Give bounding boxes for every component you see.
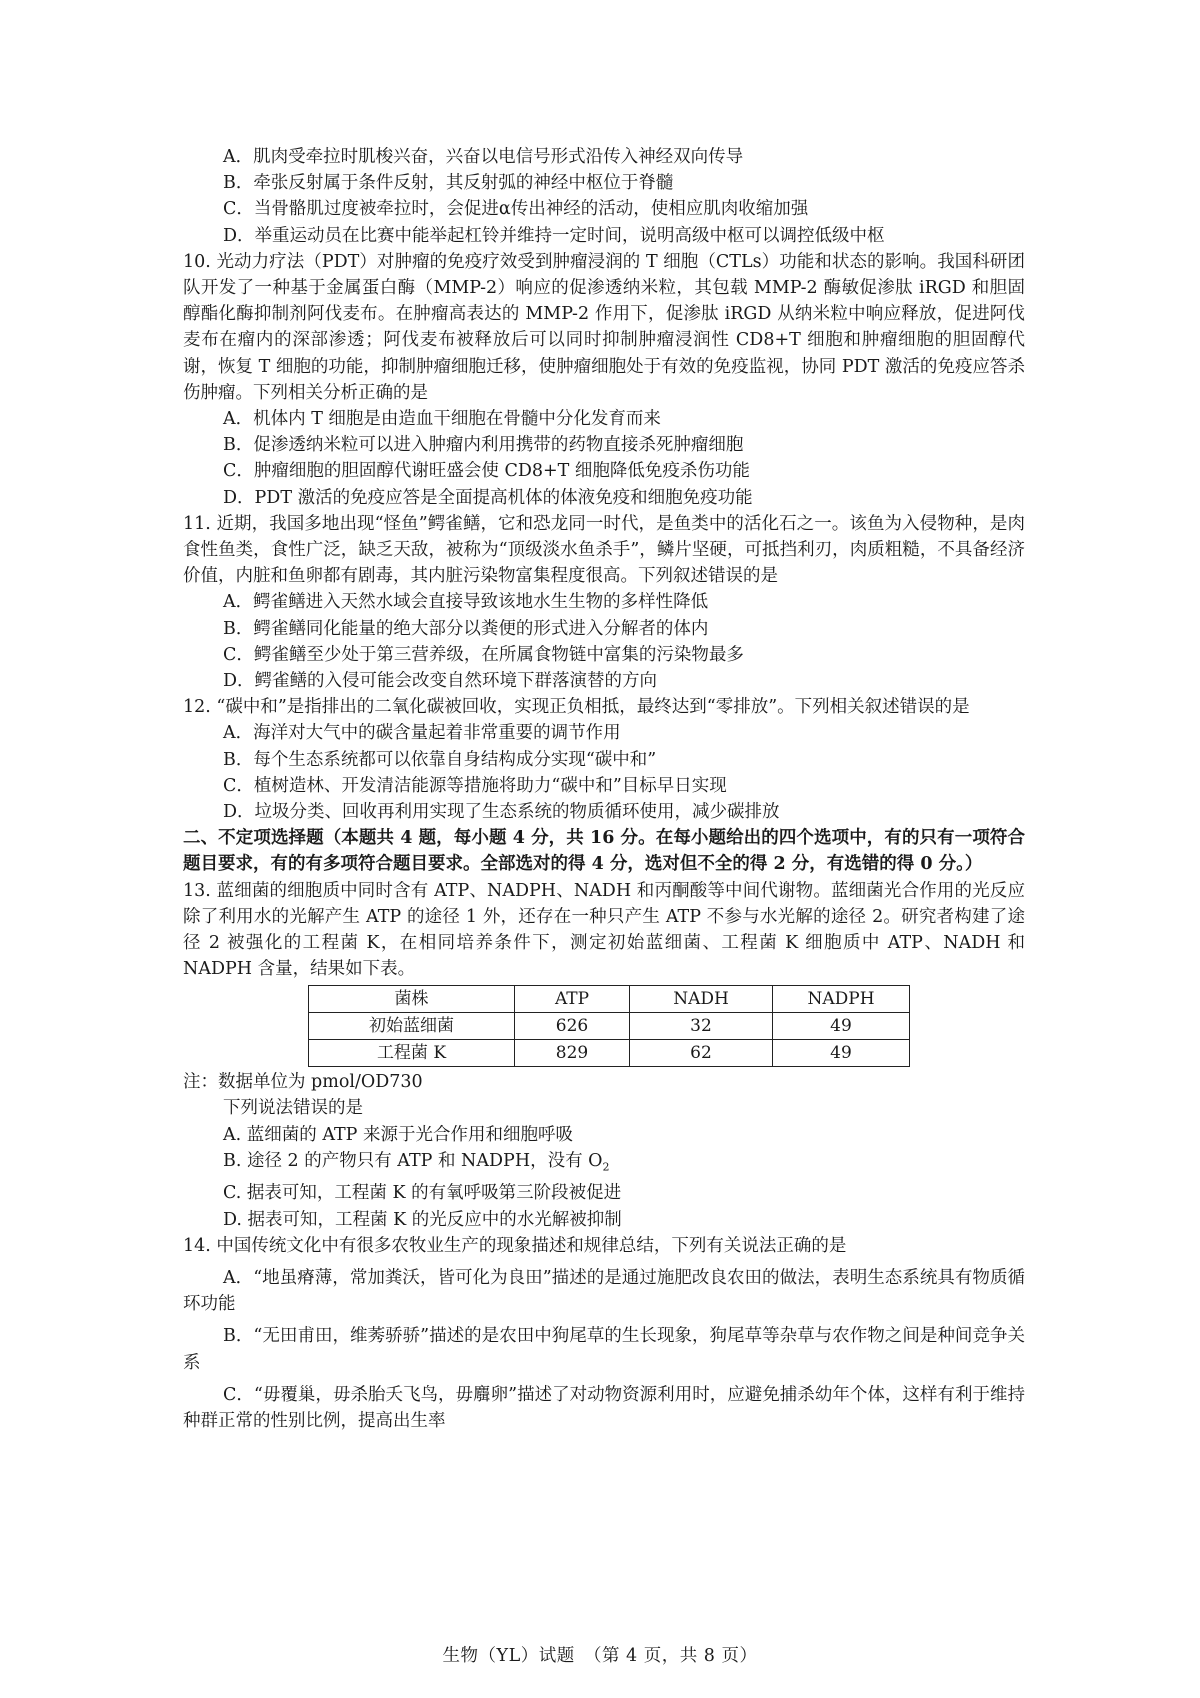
q13-table-note: 注：数据单位为 pmol/OD730 [183, 1072, 423, 1093]
table-header-row [309, 985, 910, 1012]
q10-option-d: D．PDT 激活的免疫应答是全面提高机体的体液免疫和细胞免疫功能 [223, 487, 753, 508]
page-content [183, 144, 1025, 1434]
q10-option-a: A．机体内 T 细胞是由造血干细胞在骨髓中分化发育而来 [223, 409, 661, 430]
q14-option-c: C．“毋覆巢，毋杀胎夭飞鸟，毋麛卵”描述了对动物资源利用时，应避免捕杀幼年个体，这样有利于维持种群正常的性别比例，提高出生率 [183, 1384, 1025, 1432]
table-cell: 初始蓝细菌 [309, 1012, 515, 1039]
table-cell: 工程菌 K [309, 1039, 515, 1066]
q9-option-a: A．肌肉受牵拉时肌梭兴奋，兴奋以电信号形式沿传入神经双向传导 [223, 147, 744, 167]
q9-option-b: B．牵张反射属于条件反射，其反射弧的神经中枢位于脊髓 [223, 173, 674, 194]
q10-stem: 10. 光动力疗法（PDT）对肿瘤的免疫疗效受到肿瘤浸润的 T 细胞（CTLs）功能和状态的影响。我国科研团队开发了一种基于金属蛋白酶（MMP-2）响应的促渗透纳米粒，其包载 MMP-2 酶敏促渗肽 iRGD 和胆固醇酯化酶抑制剂阿伐麦布。在肿瘤高表达的 MMP-2 作用下，促渗肽 iRGD 从纳米粒中响应释放，促进阿伐麦布在瘤内的深部渗透；阿伐麦布被释放后可以同时抑制肿瘤浸润性 CD8+T 细胞和肿瘤细胞的胆固醇代谢，恢复 T 细胞的功能，抑制肿瘤细胞迁移，使肿瘤细胞处于有效的免疫监视，协同 PDT 激活的免疫应答杀伤肿瘤。下列相关分析正确的是 [183, 251, 1025, 403]
q12-option-b: B．每个生态系统都可以依靠自身结构成分实现“碳中和” [223, 749, 657, 770]
page-footer: 生物（YL）试题 （第 4 页，共 8 页） [442, 1646, 758, 1666]
table-cell: 32 [630, 1012, 773, 1039]
q13-stem: 13. 蓝细菌的细胞质中同时含有 ATP、NADPH、NADH 和丙酮酸等中间代谢物。蓝细菌光合作用的光反应除了利用水的光解产生 ATP 的途径 1 外，还存在一种只产生 ATP 不参与水光解的途径 2。研究者构建了途径 2 被强化的工程菌 K，在相同培养条件下，测定初始蓝细菌、工程菌 K 细胞质中 ATP、NADH 和 NADPH 含量，结果如下表。 [183, 880, 1025, 980]
table-row [309, 1039, 910, 1066]
table-cell: 626 [515, 1012, 630, 1039]
q10-option-c: C．肿瘤细胞的胆固醇代谢旺盛会使 CD8+T 细胞降低免疫杀伤功能 [223, 461, 750, 482]
q13-option-b-subscript: 2 [602, 1160, 610, 1174]
q11-option-d: D．鳄雀鳝的入侵可能会改变自然环境下群落演替的方向 [223, 671, 658, 692]
q11-stem: 11. 近期，我国多地出现“怪鱼”鳄雀鳝，它和恐龙同一时代，是鱼类中的活化石之一。该鱼为入侵物种，是肉食性鱼类，食性广泛，缺乏天敌，被称为“顶级淡水鱼杀手”，鳞片坚硬，可抵挡利刃，肉质粗糙，不具备经济价值，内脏和鱼卵都有剧毒，其内脏污染物富集程度很高。下列叙述错误的是 [183, 513, 1025, 587]
q14-stem: 14. 中国传统文化中有很多农牧业生产的现象描述和规律总结，下列有关说法正确的是 [183, 1235, 847, 1256]
q13-prompt: 下列说法错误的是 [223, 1098, 363, 1119]
table-cell: 49 [773, 1039, 910, 1066]
table-cell: 62 [630, 1039, 773, 1066]
table-header-cell: 菌株 [309, 985, 515, 1012]
q10-option-b: B．促渗透纳米粒可以进入肿瘤内利用携带的药物直接杀死肿瘤细胞 [223, 435, 744, 456]
q14-option-a: A．“地虽瘠薄，常加粪沃，皆可化为良田”描述的是通过施肥改良农田的做法，表明生态系统具有物质循环功能 [183, 1268, 1025, 1315]
q11-option-b: B．鳄雀鳝同化能量的绝大部分以粪便的形式进入分解者的体内 [223, 618, 709, 639]
table-cell: 829 [515, 1039, 630, 1066]
q12-option-a: A．海洋对大气中的碳含量起着非常重要的调节作用 [223, 723, 621, 744]
q12-stem: 12. “碳中和”是指排出的二氧化碳被回收，实现正负相抵，最终达到“零排放”。下列相关叙述错误的是 [183, 697, 970, 718]
section-2-heading: 二、不定项选择题（本题共 4 题，每小题 4 分，共 16 分。在每小题给出的四个选项中，有的只有一项符合题目要求，有的有多项符合题目要求。全部选对的得 4 分，选对但不全的得 2 分，有选错的得 0 分。） [183, 828, 1025, 875]
q9-option-d: D．举重运动员在比赛中能举起杠铃并维持一定时间，说明高级中枢可以调控低级中枢 [223, 225, 885, 246]
q13-option-c: C. 据表可知，工程菌 K 的有氧呼吸第三阶段被促进 [223, 1183, 622, 1204]
q13-option-d: D. 据表可知，工程菌 K 的光反应中的水光解被抑制 [223, 1209, 622, 1230]
table-row [309, 1012, 910, 1039]
q14-option-b: B．“无田甫田，维莠骄骄”描述的是农田中狗尾草的生长现象，狗尾草等杂草与农作物之间是种间竞争关系 [183, 1326, 1025, 1373]
table-header-cell: NADH [630, 985, 773, 1012]
q9-option-c: C．当骨骼肌过度被牵拉时，会促进α传出神经的活动，使相应肌肉收缩加强 [223, 199, 809, 220]
q12-option-d: D．垃圾分类、回收再利用实现了生态系统的物质循环使用，减少碳排放 [223, 802, 780, 823]
q13-option-a: A. 蓝细菌的 ATP 来源于光合作用和细胞呼吸 [223, 1124, 574, 1145]
q12-option-c: C．植树造林、开发清洁能源等措施将助力“碳中和”目标早日实现 [223, 775, 727, 796]
table-header-cell: NADPH [773, 985, 910, 1012]
q13-data-table [308, 985, 910, 1068]
q13-option-b-text: B. 途径 2 的产物只有 ATP 和 NADPH，没有 O [223, 1150, 603, 1171]
q13-option-b [183, 1148, 1025, 1181]
q11-option-c: C．鳄雀鳝至少处于第三营养级，在所属食物链中富集的污染物最多 [223, 644, 744, 665]
table-header-cell: ATP [515, 985, 630, 1012]
q11-option-a: A．鳄雀鳝进入天然水域会直接导致该地水生生物的多样性降低 [223, 592, 709, 613]
table-cell: 49 [773, 1012, 910, 1039]
